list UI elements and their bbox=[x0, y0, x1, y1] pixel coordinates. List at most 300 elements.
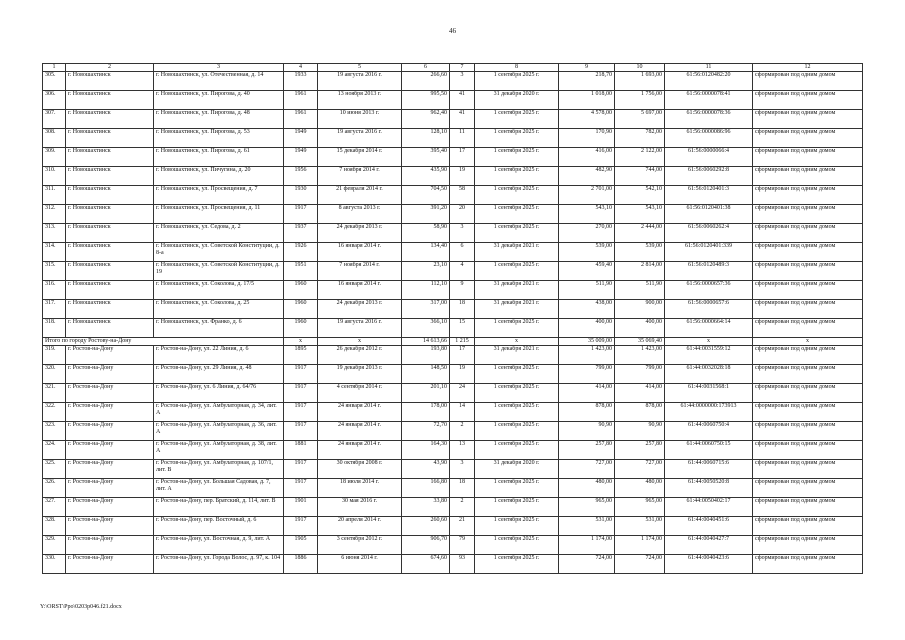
table-cell: 61:56:0000086:96 bbox=[665, 129, 753, 148]
table-row bbox=[43, 403, 863, 422]
table-cell: 543,10 bbox=[615, 205, 665, 224]
table-cell: 1 018,00 bbox=[559, 91, 615, 110]
table-cell: сформирован под одним домом bbox=[753, 403, 863, 422]
table-cell: 482,90 bbox=[559, 167, 615, 186]
table-cell: 257,80 bbox=[615, 441, 665, 460]
table-cell: 11 bbox=[450, 129, 475, 148]
table-cell: 315. bbox=[43, 262, 66, 281]
table-cell: сформирован под одним домом bbox=[753, 555, 863, 574]
table-cell: 324. bbox=[43, 441, 66, 460]
table-cell: г. Новошахтинск, ул. Соколова, д. 17/5 bbox=[154, 281, 284, 300]
table-cell: 459,40 bbox=[559, 262, 615, 281]
table-row bbox=[43, 536, 863, 555]
table-cell: 322. bbox=[43, 403, 66, 422]
table-cell: 31 декабря 2021 г. bbox=[475, 300, 559, 319]
table-cell: 20 апреля 2014 г. bbox=[318, 517, 402, 536]
table-cell: 61:56:0120401:38 bbox=[665, 205, 753, 224]
table-cell: 2 444,00 bbox=[615, 224, 665, 243]
table-cell: 24 января 2014 г. bbox=[318, 403, 402, 422]
table-cell: г. Новошахтинск bbox=[66, 129, 154, 148]
table-cell: 24 января 2014 г. bbox=[318, 422, 402, 441]
table-cell: 310. bbox=[43, 167, 66, 186]
table-cell: 72,70 bbox=[402, 422, 450, 441]
table-cell: 3 bbox=[450, 460, 475, 479]
table-cell: 1 756,00 bbox=[615, 91, 665, 110]
table-cell: сформирован под одним домом bbox=[753, 224, 863, 243]
table-cell: 61:44:0000000:173913 bbox=[665, 403, 753, 422]
table-cell: г. Новошахтинск, ул. Пирогова, д. 40 bbox=[154, 91, 284, 110]
table-cell: 511,90 bbox=[559, 281, 615, 300]
table-cell: 23,10 bbox=[402, 262, 450, 281]
table-cell: 1961 bbox=[284, 91, 318, 110]
table-cell: 306. bbox=[43, 91, 66, 110]
table-cell: 1 сентября 2025 г. bbox=[475, 262, 559, 281]
table-cell: 170,90 bbox=[559, 129, 615, 148]
table-cell: 674,60 bbox=[402, 555, 450, 574]
table-cell: сформирован под одним домом bbox=[753, 300, 863, 319]
column-number-cell: 9 bbox=[559, 64, 615, 72]
table-cell: г. Ростов-на-Дону bbox=[66, 498, 154, 517]
table-row bbox=[43, 91, 863, 110]
table-cell: 1917 bbox=[284, 479, 318, 498]
table-cell: 1895 bbox=[284, 346, 318, 365]
table-cell: 1917 bbox=[284, 205, 318, 224]
table-cell: 61:56:0120489:3 bbox=[665, 262, 753, 281]
table-cell: 18 bbox=[450, 300, 475, 319]
table-cell: 31 декабря 2020 г. bbox=[475, 460, 559, 479]
table-cell: 366,10 bbox=[402, 319, 450, 338]
table-row bbox=[43, 319, 863, 338]
table-cell: г. Ростов-на-Дону, ул. Амбулаторная, д. 38, лит. А bbox=[154, 441, 284, 460]
table-cell: г. Ростов-на-Дону bbox=[66, 555, 154, 574]
table-cell: 201,10 bbox=[402, 384, 450, 403]
table-cell: 41 bbox=[450, 110, 475, 129]
column-number-cell: 7 bbox=[450, 64, 475, 72]
table-cell: 61:44:0032028:18 bbox=[665, 365, 753, 384]
table-cell: г. Новошахтинск bbox=[66, 205, 154, 224]
column-number-cell: 8 bbox=[475, 64, 559, 72]
table-row bbox=[43, 148, 863, 167]
table-cell: 799,00 bbox=[615, 365, 665, 384]
table-cell: г. Новошахтинск, ул. Отечественная, д. 14 bbox=[154, 72, 284, 91]
table-cell: 414,00 bbox=[615, 384, 665, 403]
table-cell: 1930 bbox=[284, 186, 318, 205]
table-cell: г. Ростов-на-Дону bbox=[66, 441, 154, 460]
table-cell: 480,00 bbox=[615, 479, 665, 498]
table-cell: 1 174,00 bbox=[559, 536, 615, 555]
table-cell: 318. bbox=[43, 319, 66, 338]
table-cell: 178,00 bbox=[402, 403, 450, 422]
table-cell: 1960 bbox=[284, 281, 318, 300]
table-cell: сформирован под одним домом bbox=[753, 498, 863, 517]
table-cell: 17 bbox=[450, 148, 475, 167]
table-cell: г. Ростов-на-Дону, ул. Города Волос, д. 97, к. 104 bbox=[154, 555, 284, 574]
table-cell: 329. bbox=[43, 536, 66, 555]
table-cell: 7 ноября 2014 г. bbox=[318, 167, 402, 186]
table-cell: 61:44:0040423:6 bbox=[665, 555, 753, 574]
table-cell: 3 bbox=[450, 224, 475, 243]
table-cell: 305. bbox=[43, 72, 66, 91]
table-cell: 61:44:0050402:17 bbox=[665, 498, 753, 517]
table-cell: 61:56:0000664:14 bbox=[665, 319, 753, 338]
table-cell: 9 bbox=[450, 281, 475, 300]
table-cell: 1 сентября 2025 г. bbox=[475, 555, 559, 574]
table-cell: г. Новошахтинск, ул. Пирогова, д. 48 bbox=[154, 110, 284, 129]
table-cell: 1917 bbox=[284, 517, 318, 536]
table-cell: г. Ростов-на-Дону, ул. 22 Линия, д. 6 bbox=[154, 346, 284, 365]
table-cell: 1933 bbox=[284, 72, 318, 91]
table-cell: 543,10 bbox=[559, 205, 615, 224]
table-cell: 2 122,00 bbox=[615, 148, 665, 167]
table-cell: 128,10 bbox=[402, 129, 450, 148]
table-cell: 309. bbox=[43, 148, 66, 167]
table-cell: 995,50 bbox=[402, 91, 450, 110]
table-cell: 93 bbox=[450, 555, 475, 574]
table-cell: 1 сентября 2025 г. bbox=[475, 422, 559, 441]
table-cell: 61:44:0060715:6 bbox=[665, 460, 753, 479]
table-cell: г. Новошахтинск bbox=[66, 300, 154, 319]
table-cell: 539,00 bbox=[615, 243, 665, 262]
table-cell: 61:56:0000657:6 bbox=[665, 300, 753, 319]
table-cell: 414,00 bbox=[559, 384, 615, 403]
table-cell: 61:56:0000066:4 bbox=[665, 148, 753, 167]
table-cell: 13 ноября 2013 г. bbox=[318, 91, 402, 110]
table-cell: 1 сентября 2025 г. bbox=[475, 205, 559, 224]
table-cell: г. Новошахтинск, ул. Пичугина, д. 20 bbox=[154, 167, 284, 186]
table-cell: г. Ростов-на-Дону bbox=[66, 365, 154, 384]
table-cell: 317. bbox=[43, 300, 66, 319]
table-cell: г. Новошахтинск bbox=[66, 319, 154, 338]
table-cell: сформирован под одним домом bbox=[753, 186, 863, 205]
table-cell: сформирован под одним домом bbox=[753, 365, 863, 384]
column-number-cell: 3 bbox=[154, 64, 284, 72]
table-cell: 1917 bbox=[284, 384, 318, 403]
column-number-cell: 10 bbox=[615, 64, 665, 72]
table-cell: 724,00 bbox=[615, 555, 665, 574]
table-cell: сформирован под одним домом bbox=[753, 281, 863, 300]
table-row bbox=[43, 262, 863, 281]
table-cell: г. Новошахтинск, ул. Советской Конституции, д. 8-а bbox=[154, 243, 284, 262]
table-row bbox=[43, 441, 863, 460]
city-total-row bbox=[43, 338, 863, 346]
table-cell: 24 bbox=[450, 384, 475, 403]
table-cell: 704,50 bbox=[402, 186, 450, 205]
table-cell: 17 bbox=[450, 346, 475, 365]
table-cell: 61:56:0060262:4 bbox=[665, 224, 753, 243]
table-cell: 2 701,00 bbox=[559, 186, 615, 205]
table-cell: 61:44:0040451:6 bbox=[665, 517, 753, 536]
table-cell: 1917 bbox=[284, 422, 318, 441]
table-cell: г. Ростов-на-Дону bbox=[66, 422, 154, 441]
table-cell: 325. bbox=[43, 460, 66, 479]
housing-register-table bbox=[42, 63, 863, 574]
table-cell: 1951 bbox=[284, 262, 318, 281]
table-cell: 438,00 bbox=[559, 300, 615, 319]
table-cell: 1 сентября 2025 г. bbox=[475, 224, 559, 243]
table-cell: 1949 bbox=[284, 129, 318, 148]
table-cell: сформирован под одним домом bbox=[753, 72, 863, 91]
table-cell: 900,00 bbox=[615, 300, 665, 319]
total-cell: x bbox=[475, 338, 559, 346]
table-cell: г. Ростов-на-Дону bbox=[66, 346, 154, 365]
table-cell: 1 сентября 2025 г. bbox=[475, 186, 559, 205]
table-cell: г. Новошахтинск bbox=[66, 110, 154, 129]
table-cell: 1937 bbox=[284, 224, 318, 243]
table-cell: г. Ростов-на-Дону, ул. Амбулаторная, д. 36, лит. А bbox=[154, 422, 284, 441]
table-cell: 33,80 bbox=[402, 498, 450, 517]
table-cell: 1 сентября 2025 г. bbox=[475, 441, 559, 460]
table-cell: 328. bbox=[43, 517, 66, 536]
table-cell: сформирован под одним домом bbox=[753, 91, 863, 110]
table-cell: 1901 bbox=[284, 498, 318, 517]
table-cell: 4 578,00 bbox=[559, 110, 615, 129]
table-cell: г. Ростов-на-Дону, пер. Восточный, д. 6 bbox=[154, 517, 284, 536]
table-cell: 1 174,00 bbox=[615, 536, 665, 555]
table-cell: сформирован под одним домом bbox=[753, 422, 863, 441]
table-row bbox=[43, 167, 863, 186]
table-cell: 1881 bbox=[284, 441, 318, 460]
table-cell: сформирован под одним домом bbox=[753, 262, 863, 281]
table-cell: сформирован под одним домом bbox=[753, 536, 863, 555]
table-cell: 30 октября 2008 г. bbox=[318, 460, 402, 479]
column-number-row bbox=[43, 64, 863, 72]
table-cell: г. Ростов-на-Дону, ул. Восточная, д. 9, лит. А bbox=[154, 536, 284, 555]
table-cell: 2 bbox=[450, 498, 475, 517]
table-cell: г. Новошахтинск, ул. Седова, д. 2 bbox=[154, 224, 284, 243]
table-cell: 6 bbox=[450, 243, 475, 262]
table-cell: 542,10 bbox=[615, 186, 665, 205]
column-number-cell: 11 bbox=[665, 64, 753, 72]
table-cell: сформирован под одним домом bbox=[753, 441, 863, 460]
table-cell: 61:56:0000078:36 bbox=[665, 110, 753, 129]
table-cell: 31 декабря 2021 г. bbox=[475, 281, 559, 300]
column-number-cell: 4 bbox=[284, 64, 318, 72]
table-cell: 727,00 bbox=[559, 460, 615, 479]
table-row bbox=[43, 460, 863, 479]
table-cell: 61:56:0060292:8 bbox=[665, 167, 753, 186]
total-cell: x bbox=[318, 338, 402, 346]
table-cell: 906,70 bbox=[402, 536, 450, 555]
table-row bbox=[43, 555, 863, 574]
table-cell: 1 сентября 2025 г. bbox=[475, 110, 559, 129]
table-cell: 1 сентября 2025 г. bbox=[475, 365, 559, 384]
table-cell: 58,90 bbox=[402, 224, 450, 243]
table-row bbox=[43, 517, 863, 536]
table-cell: 1905 bbox=[284, 536, 318, 555]
table-cell: 79 bbox=[450, 536, 475, 555]
table-cell: 13 bbox=[450, 441, 475, 460]
table-cell: 19 августа 2016 г. bbox=[318, 319, 402, 338]
table-cell: 1960 bbox=[284, 300, 318, 319]
table-cell: 1960 bbox=[284, 319, 318, 338]
table-cell: 24 января 2014 г. bbox=[318, 441, 402, 460]
table-cell: 400,00 bbox=[559, 319, 615, 338]
table-cell: г. Новошахтинск bbox=[66, 243, 154, 262]
table-cell: г. Новошахтинск bbox=[66, 262, 154, 281]
table-cell: 270,00 bbox=[559, 224, 615, 243]
table-cell: 1 сентября 2025 г. bbox=[475, 167, 559, 186]
table-cell: 727,00 bbox=[615, 460, 665, 479]
table-cell: 316. bbox=[43, 281, 66, 300]
table-cell: 317,00 bbox=[402, 300, 450, 319]
table-cell: 1956 bbox=[284, 167, 318, 186]
table-cell: 395,40 bbox=[402, 148, 450, 167]
column-number-cell: 2 bbox=[66, 64, 154, 72]
table-cell: сформирован под одним домом bbox=[753, 205, 863, 224]
table-cell: 321. bbox=[43, 384, 66, 403]
table-row bbox=[43, 365, 863, 384]
table-cell: 3 сентября 2012 г. bbox=[318, 536, 402, 555]
total-label: Итого по городу Ростову-на-Дону bbox=[43, 338, 284, 346]
table-cell: г. Новошахтинск bbox=[66, 148, 154, 167]
table-row bbox=[43, 281, 863, 300]
table-cell: г. Новошахтинск bbox=[66, 281, 154, 300]
table-cell: 31 декабря 2021 г. bbox=[475, 243, 559, 262]
table-cell: 326. bbox=[43, 479, 66, 498]
table-cell: 61:56:0120401:3 bbox=[665, 186, 753, 205]
table-cell: 1917 bbox=[284, 365, 318, 384]
table-cell: 112,10 bbox=[402, 281, 450, 300]
table-cell: 19 декабря 2013 г. bbox=[318, 365, 402, 384]
table-cell: г. Новошахтинск, ул. Просвещения, д. 11 bbox=[154, 205, 284, 224]
table-cell: 61:56:0000657:36 bbox=[665, 281, 753, 300]
total-cell: 1 215 bbox=[450, 338, 475, 346]
table-row bbox=[43, 110, 863, 129]
table-cell: 19 bbox=[450, 365, 475, 384]
table-cell: 166,80 bbox=[402, 479, 450, 498]
table-row bbox=[43, 498, 863, 517]
table-cell: 1 сентября 2025 г. bbox=[475, 148, 559, 167]
table-cell: г. Ростов-на-Дону bbox=[66, 403, 154, 422]
column-number-cell: 5 bbox=[318, 64, 402, 72]
table-cell: г. Ростов-на-Дону, ул. Амбулаторная, д. 107/1, лит. В bbox=[154, 460, 284, 479]
column-number-cell: 6 bbox=[402, 64, 450, 72]
table-cell: г. Ростов-на-Дону, ул. 6 Линия, д. 64/76 bbox=[154, 384, 284, 403]
table-cell: 511,90 bbox=[615, 281, 665, 300]
table-cell: сформирован под одним домом bbox=[753, 517, 863, 536]
table-cell: 391,20 bbox=[402, 205, 450, 224]
table-cell: г. Ростов-на-Дону bbox=[66, 536, 154, 555]
table-cell: 30 мая 2016 г. bbox=[318, 498, 402, 517]
table-cell: 26 декабря 2012 г. bbox=[318, 346, 402, 365]
table-cell: 18 июля 2014 г. bbox=[318, 479, 402, 498]
table-cell: 8 августа 2013 г. bbox=[318, 205, 402, 224]
table-cell: 4 bbox=[450, 262, 475, 281]
table-cell: 1886 bbox=[284, 555, 318, 574]
table-cell: 24 декабря 2013 г. bbox=[318, 300, 402, 319]
table-cell: г. Ростов-на-Дону bbox=[66, 460, 154, 479]
table-cell: 164,30 bbox=[402, 441, 450, 460]
table-cell: 2 bbox=[450, 422, 475, 441]
table-cell: г. Ростов-на-Дону, ул. Большая Садовая, д. 7, лит. А bbox=[154, 479, 284, 498]
table-cell: 61:44:0031568:1 bbox=[665, 384, 753, 403]
table-cell: 61:56:0120401:339 bbox=[665, 243, 753, 262]
total-cell: 35 069,40 bbox=[615, 338, 665, 346]
table-cell: 724,00 bbox=[559, 555, 615, 574]
table-cell: 7 ноября 2014 г. bbox=[318, 262, 402, 281]
table-cell: 1 сентября 2025 г. bbox=[475, 517, 559, 536]
table-cell: 61:44:0050520:8 bbox=[665, 479, 753, 498]
table-cell: 400,00 bbox=[615, 319, 665, 338]
table-cell: г. Новошахтинск bbox=[66, 72, 154, 91]
table-row bbox=[43, 129, 863, 148]
page-number: 46 bbox=[449, 27, 456, 35]
table-cell: 330. bbox=[43, 555, 66, 574]
table-cell: 1 сентября 2025 г. bbox=[475, 403, 559, 422]
table-cell: 5 697,00 bbox=[615, 110, 665, 129]
total-cell: 35 009,00 bbox=[559, 338, 615, 346]
table-cell: 314. bbox=[43, 243, 66, 262]
table-cell: 1917 bbox=[284, 460, 318, 479]
table-cell: 41 bbox=[450, 91, 475, 110]
table-cell: г. Новошахтинск bbox=[66, 224, 154, 243]
table-cell: 3 bbox=[450, 72, 475, 91]
table-cell: 218,70 bbox=[559, 72, 615, 91]
table-cell: г. Новошахтинск, ул. Советской Конституции, д. 19 bbox=[154, 262, 284, 281]
table-cell: г. Ростов-на-Дону, ул. 29 Линия, д. 48 bbox=[154, 365, 284, 384]
table-cell: 90,90 bbox=[615, 422, 665, 441]
table-cell: сформирован под одним домом bbox=[753, 460, 863, 479]
table-cell: 327. bbox=[43, 498, 66, 517]
table-cell: 878,00 bbox=[559, 403, 615, 422]
table-cell: 1 сентября 2025 г. bbox=[475, 319, 559, 338]
table-cell: 61:44:0060750:4 bbox=[665, 422, 753, 441]
table-cell: 148,50 bbox=[402, 365, 450, 384]
table-cell: 1 423,00 bbox=[559, 346, 615, 365]
table-cell: 16 января 2014 г. bbox=[318, 243, 402, 262]
table-cell: 24 декабря 2013 г. bbox=[318, 224, 402, 243]
table-cell: 313. bbox=[43, 224, 66, 243]
table-row bbox=[43, 346, 863, 365]
total-cell: x bbox=[753, 338, 863, 346]
table-cell: сформирован под одним домом bbox=[753, 346, 863, 365]
table-row bbox=[43, 479, 863, 498]
table-cell: 61:44:0060750:15 bbox=[665, 441, 753, 460]
table-cell: г. Ростов-на-Дону bbox=[66, 479, 154, 498]
table-cell: сформирован под одним домом bbox=[753, 129, 863, 148]
table-cell: 744,00 bbox=[615, 167, 665, 186]
table-cell: г. Новошахтинск, ул. Соколова, д. 25 bbox=[154, 300, 284, 319]
table-cell: сформирован под одним домом bbox=[753, 110, 863, 129]
column-number-cell: 12 bbox=[753, 64, 863, 72]
table-cell: 90,90 bbox=[559, 422, 615, 441]
table-row bbox=[43, 186, 863, 205]
table-cell: г. Новошахтинск bbox=[66, 167, 154, 186]
table-cell: 1949 bbox=[284, 148, 318, 167]
table-cell: 799,00 bbox=[559, 365, 615, 384]
table-cell: 2 814,00 bbox=[615, 262, 665, 281]
table-cell: 21 bbox=[450, 517, 475, 536]
table-cell: 308. bbox=[43, 129, 66, 148]
table-cell: 43,90 bbox=[402, 460, 450, 479]
table-cell: г. Новошахтинск bbox=[66, 91, 154, 110]
table-cell: г. Новошахтинск, ул. Франко, д. 6 bbox=[154, 319, 284, 338]
table-cell: сформирован под одним домом bbox=[753, 384, 863, 403]
table-row bbox=[43, 300, 863, 319]
table-cell: 15 декабря 2014 г. bbox=[318, 148, 402, 167]
table-cell: 266,60 bbox=[402, 72, 450, 91]
table-cell: 1 сентября 2025 г. bbox=[475, 536, 559, 555]
table-cell: 20 bbox=[450, 205, 475, 224]
table-cell: 21 февраля 2014 г. bbox=[318, 186, 402, 205]
table-cell: 307. bbox=[43, 110, 66, 129]
table-cell: 1 сентября 2025 г. bbox=[475, 72, 559, 91]
table-cell: 31 декабря 2020 г. bbox=[475, 91, 559, 110]
table-row bbox=[43, 422, 863, 441]
table-cell: г. Новошахтинск, ул. Пирогова, д. 53 bbox=[154, 129, 284, 148]
table-row bbox=[43, 72, 863, 91]
table-cell: сформирован под одним домом bbox=[753, 479, 863, 498]
